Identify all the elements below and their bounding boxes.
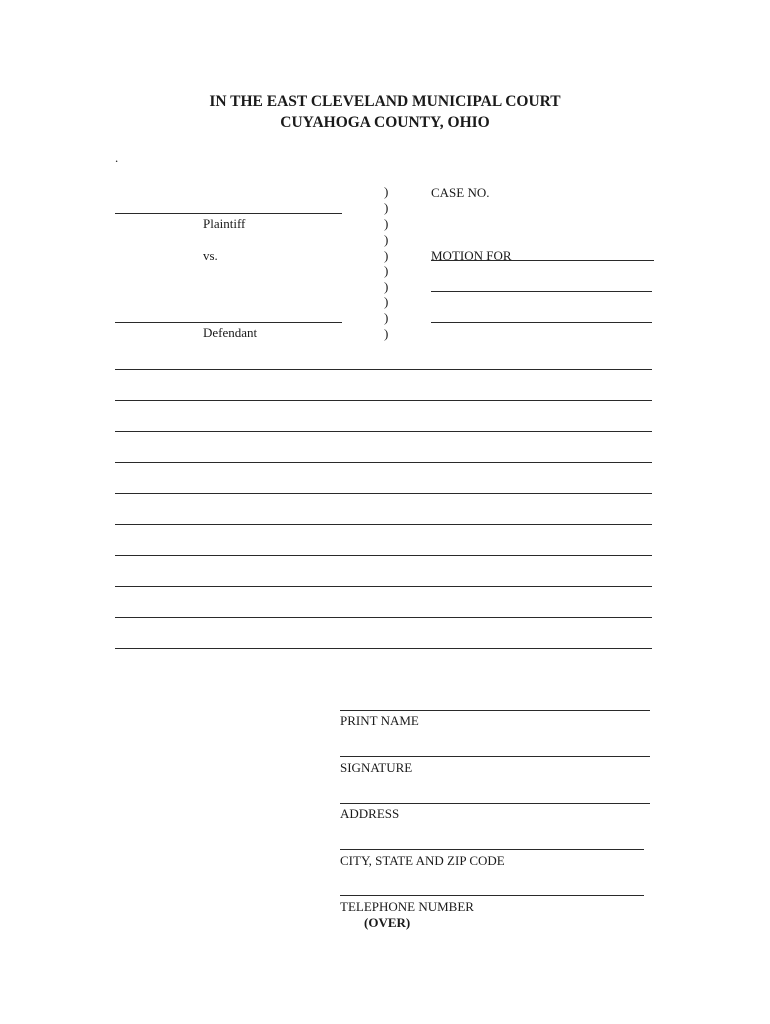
motion-for-line[interactable]: [431, 260, 654, 261]
plaintiff-label: Plaintiff: [203, 216, 246, 231]
telephone-label: TELEPHONE NUMBER: [340, 899, 474, 914]
caption-paren: ): [384, 184, 389, 199]
body-writing-line[interactable]: [115, 617, 652, 618]
address-line[interactable]: [340, 803, 650, 804]
city-state-zip-line[interactable]: [340, 849, 644, 850]
signature-label: SIGNATURE: [340, 760, 413, 775]
body-writing-line[interactable]: [115, 400, 652, 401]
telephone-line[interactable]: [340, 895, 644, 896]
caption-paren: ): [384, 248, 389, 263]
signature-line[interactable]: [340, 756, 650, 757]
stray-dot: .: [115, 150, 119, 165]
body-writing-line[interactable]: [115, 431, 652, 432]
body-writing-line[interactable]: [115, 369, 652, 370]
body-writing-line[interactable]: [115, 493, 652, 494]
motion-line-2[interactable]: [431, 291, 652, 292]
print-name-label: PRINT NAME: [340, 713, 419, 728]
motion-line-3[interactable]: [431, 322, 652, 323]
motion-for-label: MOTION FOR: [431, 248, 512, 263]
body-writing-line[interactable]: [115, 462, 652, 463]
body-writing-line[interactable]: [115, 524, 652, 525]
county-title: CUYAHOGA COUNTY, OHIO: [280, 114, 490, 131]
body-writing-line[interactable]: [115, 586, 652, 587]
court-title: IN THE EAST CLEVELAND MUNICIPAL COURT: [209, 93, 561, 110]
body-writing-line[interactable]: [115, 555, 652, 556]
caption-paren: ): [384, 310, 389, 325]
case-no-label: CASE NO.: [431, 185, 490, 200]
caption-paren: ): [384, 263, 389, 278]
caption-paren: ): [384, 200, 389, 215]
body-writing-line[interactable]: [115, 648, 652, 649]
defendant-label: Defendant: [203, 325, 258, 340]
address-label: ADDRESS: [340, 806, 400, 821]
caption-paren: ): [384, 294, 389, 309]
city-state-zip-label: CITY, STATE AND ZIP CODE: [340, 853, 505, 868]
print-name-line[interactable]: [340, 710, 650, 711]
caption-paren: ): [384, 326, 389, 341]
vs-label: vs.: [203, 248, 218, 263]
caption-paren: ): [384, 232, 389, 247]
caption-paren: ): [384, 216, 389, 231]
over-label: (OVER): [364, 915, 411, 930]
defendant-name-line[interactable]: [115, 322, 342, 323]
plaintiff-name-line[interactable]: [115, 213, 342, 214]
caption-paren: ): [384, 279, 389, 294]
